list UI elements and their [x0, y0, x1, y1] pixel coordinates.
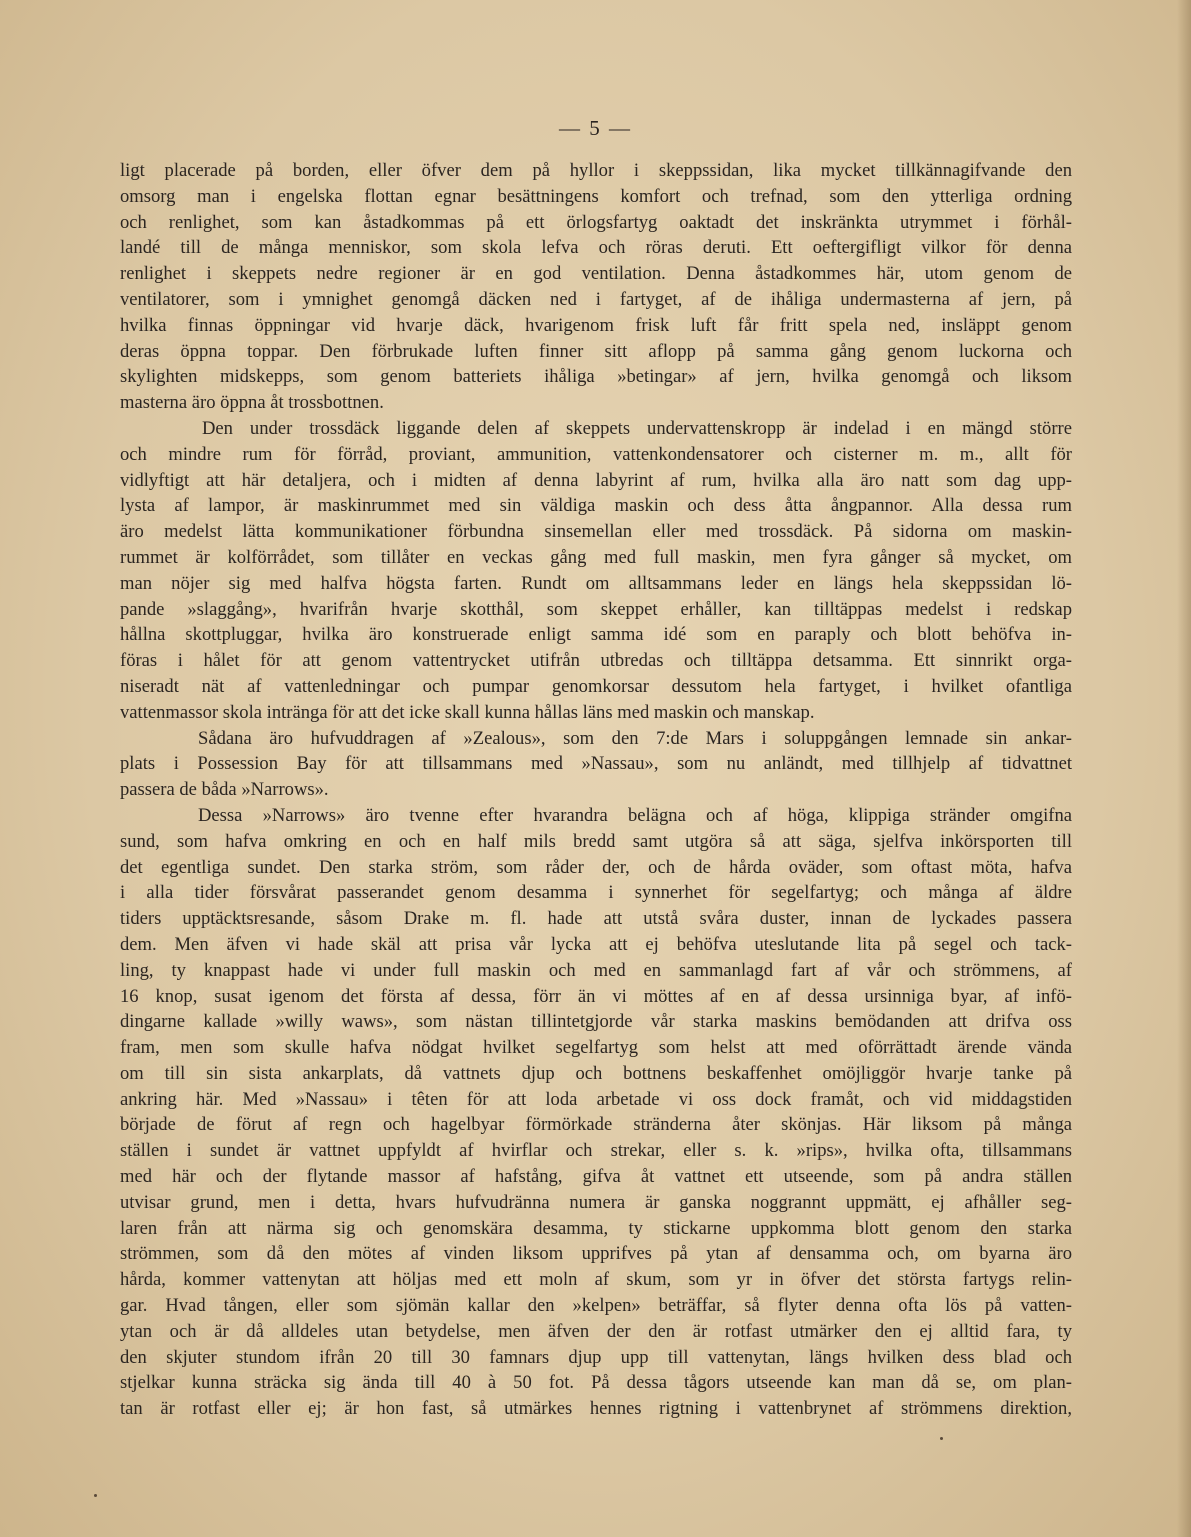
page-number: — 5 — — [559, 116, 632, 140]
text-line: stjelkar kunna sträcka sig ända till 40 à 50 fot. På dessa tågors utseende kan man då se, om plan- — [120, 1372, 1072, 1394]
text-line: rummet är kolförrådet, som tillåter en veckas gång med full maskin, men fyra gånger så mycket, om — [120, 546, 1072, 568]
text-line: och renlighet, som kan åstadkommas på ett örlogsfartyg oaktadt det inskränkta utrymmet i förhål- — [120, 211, 1072, 233]
text-line: hvilka finnas öppningar vid hvarje däck, hvarigenom frisk luft får fritt spela ned, insläppt genom — [120, 314, 1072, 336]
text-line: man nöjer sig med halfva högsta farten. Rundt om alltsammans leder en längs hela skeppssidan lö- — [120, 572, 1072, 594]
text-line: 16 knop, susat igenom det första af dessa, förr än vi möttes af en af dessa ursinniga byar, af infö- — [120, 985, 1072, 1007]
body-text — [120, 158, 1072, 1422]
text-line: äro medelst lätta kommunikationer förbundna sinsemellan eller med trossdäck. På sidorna om maskin- — [120, 521, 1072, 543]
text-line: niseradt nät af vattenledningar och pumpar genomkorsar dessutom hela fartyget, i hvilket ofantliga — [120, 675, 1072, 697]
text-line: plats i Possession Bay för att tillsammans med »Nassau», som nu anländt, med tillhjelp af tidvattnet — [120, 753, 1072, 775]
text-line: den skjuter stundom ifrån 20 till 30 famnars djup upp till vattenytan, längs hvilken dess blad och — [120, 1346, 1072, 1368]
text-line: landé till de många menniskor, som skola lefva och röras deruti. Ett oeftergifligt vilkor för denna — [120, 237, 1072, 259]
text-line: Sådana äro hufvuddragen af »Zealous», som den 7:de Mars i soluppgången lemnade sin ankar- — [198, 727, 1072, 749]
text-line: ytan och är då alldeles utan betydelse, men äfven der den är rotfast utmärker den ej alltid fara, ty — [120, 1320, 1072, 1342]
text-line: fram, men som skulle hafva nödgat hvilket segelfartyg som helst att med oförrättadt ärende vända — [120, 1037, 1072, 1059]
text-line: hållna skottpluggar, hvilka äro konstruerade enligt samma idé som en paraply och blott behöfva in- — [120, 624, 1072, 646]
text-line: lysta af lampor, är maskinrummet med sin väldiga maskin och dess åtta ångpannor. Alla dessa rum — [120, 495, 1072, 517]
text-line: laren från att närma sig och genomskära desamma, ty stickarne uppkomma blott genom den starka — [120, 1217, 1072, 1239]
text-line: gar. Hvad tången, eller som sjömän kallar den »kelpen» beträffar, så flyter denna ofta lös på vatten- — [120, 1295, 1072, 1317]
text-line: om till sin sista ankarplats, då vattnets djup och bottnens beskaffenhet omöjliggör hvarje tanke på — [120, 1062, 1072, 1084]
text-line: vidlyftigt att här detaljera, och i midten af denna labyrint af rum, hvilka alla äro natt som dag upp- — [120, 469, 1072, 491]
text-line: det egentliga sundet. Den starka ström, som råder der, och de hårda oväder, som oftast möta, hafva — [120, 856, 1072, 878]
text-line: pande »slaggång», hvarifrån hvarje skotthål, som skeppet erhåller, kan tilltäppas medelst i redskap — [120, 598, 1072, 620]
text-line: hårda, kommer vattenytan att höljas med ett moln af skum, som yr in öfver det största fartygs relin- — [120, 1269, 1072, 1291]
text-line: Dessa »Narrows» äro tvenne efter hvarandra belägna och af höga, klippiga stränder omgifna — [198, 804, 1072, 826]
text-line: ankring här. Med »Nassau» i têten för att loda arbetade vi oss dock framåt, och vid middagstiden — [120, 1088, 1072, 1110]
text-line: och mindre rum för förråd, proviant, ammunition, vattenkondensatorer och cisterner m. m., allt för — [120, 443, 1072, 465]
text-line: dingarne kallade »willy waws», som nästan tillintetgjorde vår starka maskins bemödanden att drifva oss — [120, 1011, 1072, 1033]
text-line: strömmen, som då den mötes af vinden liksom upprifves på ytan af densamma och, om byarna äro — [120, 1243, 1072, 1265]
paper-speck — [940, 1437, 943, 1440]
text-line: passera de båda »Narrows». — [120, 779, 329, 801]
text-line: deras öppna toppar. Den förbrukade luften finner sitt aflopp på samma gång genom luckorna och — [120, 340, 1072, 362]
text-line: i alla tider försvårat passerandet genom desamma i synnerhet för segelfartyg; och många af äldre — [120, 882, 1072, 904]
text-line: ling, ty knappast hade vi under full maskin och med en sammanlagd fart af vår och strömmens, af — [120, 959, 1072, 981]
text-line: renlighet i skeppets nedre regioner är en god ventilation. Denna åstadkommes här, utom genom de — [120, 263, 1072, 285]
text-line: med här och der flytande massor af hafstång, gifva åt vattnet ett utseende, som på andra ställen — [120, 1166, 1072, 1188]
text-line: tiders upptäcktsresande, såsom Drake m. fl. hade att utstå svåra duster, innan de lyckades passera — [120, 908, 1072, 930]
text-line: omsorg man i engelska flottan egnar besättningens komfort och trefnad, som den ytterliga ordning — [120, 185, 1072, 207]
text-line: ställen i sundet är vattnet uppfyldt af hvirflar och strekar, eller s. k. »rips», hvilka ofta, tillsammans — [120, 1140, 1072, 1162]
text-line: skylighten midskepps, som genom batteriets ihåliga »betingar» af jern, hvilka genomgå och liksom — [120, 366, 1072, 388]
text-line: masterna äro öppna åt trossbottnen. — [120, 392, 384, 414]
text-line: föras i hålet för att genom vattentrycket utifrån utbredas och tilltäppa detsamma. Ett sinnrikt orga- — [120, 650, 1072, 672]
text-line: ligt placerade på borden, eller öfver dem på hyllor i skeppssidan, lika mycket tillkännagifvande den — [120, 160, 1072, 181]
paper-speck — [94, 1494, 97, 1497]
text-line: tan är rotfast eller ej; är hon fast, så utmärkes hennes rigtning i vattenbrynet af strömmens direktion, — [120, 1398, 1072, 1420]
page-edge-shadow — [1177, 0, 1191, 1537]
text-line: började de förut af regn och hagelbyar förmörkade stränderna åter skönjas. Här liksom på många — [120, 1114, 1072, 1136]
text-line: dem. Men äfven vi hade skäl att prisa vår lycka att ej behöfva uteslutande lita på segel och tack- — [120, 933, 1072, 955]
text-line: utvisar grund, men i detta, hvars hufvudränna numera är ganska noggrannt uppmätt, ej afhåller seg- — [120, 1191, 1072, 1213]
text-line: ventilatorer, som i ymnighet genomgå däcken ned i fartyget, af de ihåliga undermasterna af jern, på — [120, 288, 1072, 310]
text-line: Den under trossdäck liggande delen af skeppets undervattenskropp är indelad i en mängd större — [202, 417, 1072, 439]
text-line: sund, som hafva omkring en och en half mils bredd samt utgöra så att säga, sjelfva inkörsporten till — [120, 830, 1072, 852]
text-line: vattenmassor skola intränga för att det icke skall kunna hållas läns med maskin och manskap. — [120, 701, 815, 723]
